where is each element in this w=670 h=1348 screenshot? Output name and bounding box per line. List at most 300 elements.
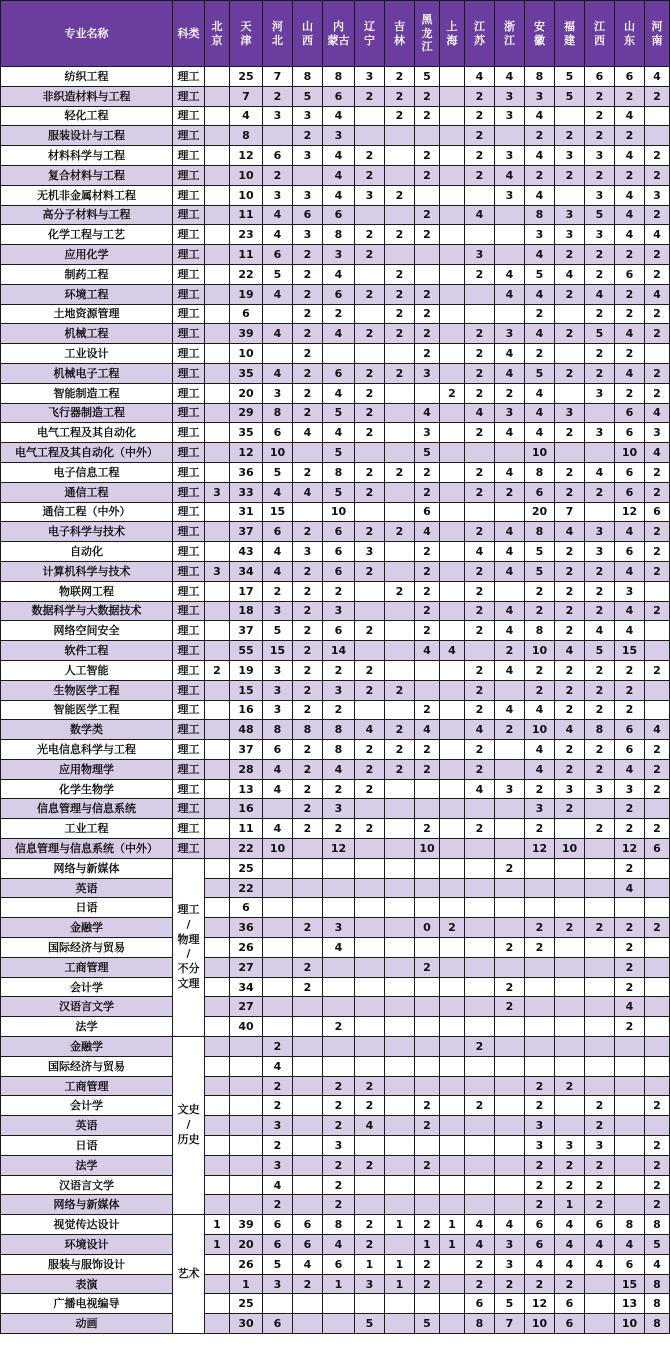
quota-cell: 2	[355, 462, 385, 482]
quota-cell: 4	[323, 264, 355, 284]
quota-cell: 2	[465, 165, 495, 185]
quota-cell	[465, 443, 495, 463]
quota-cell	[525, 878, 555, 898]
quota-cell: 2	[555, 462, 585, 482]
quota-cell: 10	[323, 502, 355, 522]
quota-cell: 2	[355, 482, 385, 502]
quota-cell: 25	[230, 67, 263, 87]
quota-cell	[415, 977, 440, 997]
quota-cell: 2	[525, 1096, 555, 1116]
table-row	[1, 641, 670, 661]
category-cell: 理工	[173, 542, 205, 562]
quota-cell: 2	[555, 621, 585, 641]
quota-cell	[415, 1037, 440, 1057]
quota-cell	[585, 403, 615, 423]
quota-cell	[645, 878, 670, 898]
quota-cell: 4	[495, 462, 525, 482]
quota-cell: 4	[615, 878, 645, 898]
table-row	[1, 1215, 670, 1235]
quota-cell: 4	[495, 363, 525, 383]
quota-cell	[205, 740, 230, 760]
quota-cell: 6	[263, 522, 293, 542]
quota-cell	[440, 839, 465, 859]
quota-cell	[385, 878, 415, 898]
quota-cell: 2	[355, 225, 385, 245]
quota-cell: 2	[355, 660, 385, 680]
table-row	[1, 977, 670, 997]
quota-cell	[205, 423, 230, 443]
quota-cell: 27	[230, 957, 263, 977]
quota-cell	[385, 502, 415, 522]
quota-cell	[323, 1037, 355, 1057]
quota-cell	[465, 938, 495, 958]
category-cell: 理工	[173, 225, 205, 245]
quota-cell: 43	[230, 542, 263, 562]
quota-cell	[495, 581, 525, 601]
quota-cell	[495, 680, 525, 700]
quota-cell: 2	[585, 819, 615, 839]
table-row	[1, 1096, 670, 1116]
major-name-cell: 电气工程及其自动化（中外）	[1, 443, 173, 463]
quota-cell: 10	[525, 1314, 555, 1334]
quota-cell: 2	[585, 126, 615, 146]
quota-cell	[323, 997, 355, 1017]
quota-cell: 48	[230, 720, 263, 740]
major-name-cell: 视觉传达设计	[1, 1215, 173, 1235]
quota-cell	[415, 1195, 440, 1215]
quota-cell: 2	[355, 1215, 385, 1235]
quota-cell	[205, 324, 230, 344]
quota-cell: 6	[615, 542, 645, 562]
quota-cell: 2	[645, 601, 670, 621]
quota-cell: 2	[555, 245, 585, 265]
quota-cell	[355, 898, 385, 918]
quota-cell: 2	[293, 977, 323, 997]
quota-cell	[465, 918, 495, 938]
header-province: 山 西	[293, 1, 323, 67]
category-cell: 理工	[173, 165, 205, 185]
quota-cell: 20	[230, 383, 263, 403]
quota-cell	[415, 660, 440, 680]
quota-cell: 2	[385, 581, 415, 601]
quota-cell: 7	[263, 67, 293, 87]
quota-cell: 8	[645, 1314, 670, 1334]
quota-cell: 12	[230, 146, 263, 166]
table-row	[1, 740, 670, 760]
quota-cell: 4	[465, 1215, 495, 1235]
quota-cell	[465, 1017, 495, 1037]
quota-cell: 8	[323, 225, 355, 245]
quota-cell	[415, 680, 440, 700]
major-name-cell: 数学类	[1, 720, 173, 740]
quota-cell: 2	[440, 918, 465, 938]
quota-cell	[205, 819, 230, 839]
quota-cell: 2	[525, 601, 555, 621]
quota-cell: 2	[293, 324, 323, 344]
quota-cell: 2	[585, 1155, 615, 1175]
quota-cell: 10	[230, 165, 263, 185]
quota-cell	[293, 1294, 323, 1314]
quota-cell: 2	[385, 264, 415, 284]
quota-cell: 4	[495, 542, 525, 562]
table-row	[1, 225, 670, 245]
quota-cell: 2	[525, 1155, 555, 1175]
quota-cell	[263, 957, 293, 977]
quota-cell: 2	[615, 304, 645, 324]
quota-cell: 2	[525, 344, 555, 364]
quota-cell: 2	[323, 1017, 355, 1037]
quota-cell: 2	[293, 462, 323, 482]
quota-cell	[585, 502, 615, 522]
quota-cell: 6	[645, 502, 670, 522]
quota-cell: 13	[615, 1294, 645, 1314]
quota-cell	[555, 1017, 585, 1037]
quota-cell	[440, 581, 465, 601]
quota-cell: 3	[585, 1136, 615, 1156]
table-row	[1, 344, 670, 364]
quota-cell	[205, 1155, 230, 1175]
quota-cell	[555, 1116, 585, 1136]
quota-cell: 2	[263, 581, 293, 601]
quota-cell: 10	[615, 443, 645, 463]
quota-cell	[205, 502, 230, 522]
quota-cell	[555, 1056, 585, 1076]
quota-cell: 1	[323, 1274, 355, 1294]
quota-cell: 8	[230, 126, 263, 146]
quota-cell: 8	[323, 720, 355, 740]
quota-cell: 4	[263, 819, 293, 839]
quota-cell: 10	[615, 1314, 645, 1334]
quota-cell: 4	[465, 542, 495, 562]
quota-cell: 2	[585, 165, 615, 185]
quota-cell: 2	[263, 1037, 293, 1057]
quota-cell	[385, 839, 415, 859]
quota-cell	[645, 680, 670, 700]
quota-cell: 2	[385, 324, 415, 344]
quota-cell: 2	[355, 146, 385, 166]
quota-cell: 2	[355, 403, 385, 423]
quota-cell	[323, 957, 355, 977]
quota-cell: 2	[525, 304, 555, 324]
quota-cell: 1	[385, 1254, 415, 1274]
quota-cell: 2	[323, 1116, 355, 1136]
quota-cell	[415, 878, 440, 898]
quota-cell	[323, 898, 355, 918]
quota-cell: 2	[555, 740, 585, 760]
quota-cell	[615, 898, 645, 918]
quota-cell	[355, 581, 385, 601]
quota-cell	[465, 977, 495, 997]
quota-cell: 37	[230, 740, 263, 760]
category-cell: 理工	[173, 502, 205, 522]
major-name-cell: 法学	[1, 1017, 173, 1037]
quota-cell	[205, 363, 230, 383]
table-row	[1, 839, 670, 859]
quota-cell: 2	[585, 680, 615, 700]
quota-cell	[205, 126, 230, 146]
quota-cell	[645, 126, 670, 146]
quota-cell	[205, 839, 230, 859]
quota-cell: 34	[230, 561, 263, 581]
quota-cell: 4	[323, 146, 355, 166]
quota-cell	[263, 878, 293, 898]
quota-cell: 3	[585, 146, 615, 166]
quota-cell: 2	[585, 344, 615, 364]
quota-cell: 2	[323, 1175, 355, 1195]
quota-cell	[293, 1195, 323, 1215]
major-name-cell: 工业设计	[1, 344, 173, 364]
quota-cell: 4	[645, 720, 670, 740]
quota-cell: 4	[645, 443, 670, 463]
quota-cell: 2	[415, 542, 440, 562]
quota-cell: 3	[263, 383, 293, 403]
quota-cell: 6	[323, 363, 355, 383]
quota-cell: 4	[585, 1235, 615, 1255]
quota-cell	[615, 1136, 645, 1156]
table-row	[1, 443, 670, 463]
quota-cell: 3	[355, 1274, 385, 1294]
quota-cell: 2	[355, 621, 385, 641]
quota-cell	[585, 1037, 615, 1057]
table-row	[1, 1274, 670, 1294]
quota-cell	[440, 1056, 465, 1076]
quota-cell: 2	[465, 324, 495, 344]
quota-cell	[205, 225, 230, 245]
quota-cell	[440, 740, 465, 760]
quota-cell: 4	[465, 403, 495, 423]
major-name-cell: 电子科学与技术	[1, 522, 173, 542]
quota-cell	[385, 779, 415, 799]
category-cell: 理工	[173, 561, 205, 581]
quota-cell: 5	[323, 403, 355, 423]
quota-cell: 1	[385, 1215, 415, 1235]
quota-cell: 4	[263, 561, 293, 581]
quota-cell	[555, 383, 585, 403]
quota-cell: 4	[585, 462, 615, 482]
quota-cell	[205, 1136, 230, 1156]
quota-cell	[415, 1076, 440, 1096]
table-row	[1, 799, 670, 819]
quota-cell: 2	[615, 819, 645, 839]
quota-cell	[205, 205, 230, 225]
quota-cell: 4	[495, 344, 525, 364]
table-row	[1, 522, 670, 542]
table-row	[1, 403, 670, 423]
quota-cell: 1	[205, 1215, 230, 1235]
quota-cell: 4	[415, 720, 440, 740]
quota-cell: 2	[585, 759, 615, 779]
quota-cell	[440, 403, 465, 423]
quota-cell: 4	[645, 403, 670, 423]
quota-cell	[205, 542, 230, 562]
quota-cell	[615, 1195, 645, 1215]
quota-cell: 12	[525, 839, 555, 859]
quota-cell: 4	[323, 185, 355, 205]
quota-cell: 2	[385, 680, 415, 700]
quota-cell: 2	[355, 759, 385, 779]
quota-cell: 2	[555, 423, 585, 443]
table-row	[1, 1195, 670, 1215]
quota-cell: 3	[555, 146, 585, 166]
quota-cell: 4	[495, 67, 525, 87]
table-row	[1, 1175, 670, 1195]
table-row	[1, 819, 670, 839]
major-name-cell: 生物医学工程	[1, 680, 173, 700]
quota-cell: 6	[323, 561, 355, 581]
quota-cell	[645, 1116, 670, 1136]
quota-cell	[495, 799, 525, 819]
quota-cell	[415, 264, 440, 284]
quota-cell: 8	[645, 1294, 670, 1314]
quota-cell: 6	[615, 482, 645, 502]
quota-cell	[440, 858, 465, 878]
quota-cell	[440, 1116, 465, 1136]
quota-cell	[385, 1076, 415, 1096]
quota-cell: 3	[293, 185, 323, 205]
quota-cell: 2	[415, 324, 440, 344]
category-cell: 理工	[173, 403, 205, 423]
quota-cell: 3	[263, 680, 293, 700]
quota-cell: 4	[615, 225, 645, 245]
header-province: 福 建	[555, 1, 585, 67]
quota-cell	[585, 858, 615, 878]
quota-cell: 2	[645, 482, 670, 502]
quota-cell: 4	[525, 1254, 555, 1274]
quota-cell: 1	[205, 1235, 230, 1255]
quota-cell	[525, 1056, 555, 1076]
quota-cell	[585, 1294, 615, 1314]
category-cell: 理工	[173, 680, 205, 700]
quota-cell	[465, 839, 495, 859]
quota-cell: 5	[645, 1235, 670, 1255]
quota-cell: 3	[323, 1136, 355, 1156]
quota-cell: 3	[495, 185, 525, 205]
major-name-cell: 自动化	[1, 542, 173, 562]
quota-cell: 2	[465, 363, 495, 383]
quota-cell	[415, 1056, 440, 1076]
quota-cell	[440, 720, 465, 740]
quota-cell: 4	[615, 324, 645, 344]
quota-cell: 2	[645, 1096, 670, 1116]
major-name-cell: 国际经济与贸易	[1, 938, 173, 958]
quota-cell	[293, 1037, 323, 1057]
quota-cell: 3	[525, 1136, 555, 1156]
quota-cell: 2	[585, 1096, 615, 1116]
quota-cell: 4	[615, 106, 645, 126]
quota-cell: 3	[495, 779, 525, 799]
quota-cell: 17	[230, 581, 263, 601]
quota-cell: 2	[525, 1274, 555, 1294]
quota-cell: 2	[263, 86, 293, 106]
quota-cell: 2	[355, 779, 385, 799]
category-group-cell: 艺术	[173, 1215, 205, 1334]
quota-cell	[440, 304, 465, 324]
quota-cell	[355, 997, 385, 1017]
quota-cell	[323, 858, 355, 878]
quota-cell	[385, 344, 415, 364]
quota-cell: 2	[465, 1254, 495, 1274]
quota-cell: 3	[525, 799, 555, 819]
quota-cell	[645, 858, 670, 878]
quota-cell: 36	[230, 462, 263, 482]
quota-cell	[293, 443, 323, 463]
quota-cell	[585, 1017, 615, 1037]
major-name-cell: 非织造材料与工程	[1, 86, 173, 106]
quota-cell: 4	[323, 106, 355, 126]
major-name-cell: 光电信息科学与工程	[1, 740, 173, 760]
quota-cell: 7	[555, 502, 585, 522]
quota-cell: 2	[555, 482, 585, 502]
quota-cell: 3	[293, 542, 323, 562]
quota-cell: 3	[495, 1235, 525, 1255]
quota-cell: 6	[555, 1294, 585, 1314]
quota-cell	[465, 1195, 495, 1215]
quota-cell: 2	[415, 1155, 440, 1175]
category-cell: 理工	[173, 86, 205, 106]
quota-cell: 3	[585, 423, 615, 443]
quota-cell	[440, 225, 465, 245]
major-name-cell: 计算机科学与技术	[1, 561, 173, 581]
major-name-cell: 通信工程（中外）	[1, 502, 173, 522]
quota-cell	[355, 106, 385, 126]
category-cell: 理工	[173, 740, 205, 760]
quota-cell: 37	[230, 522, 263, 542]
table-row	[1, 1076, 670, 1096]
quota-cell: 2	[585, 601, 615, 621]
quota-cell: 4	[525, 146, 555, 166]
quota-cell: 2	[355, 245, 385, 265]
quota-cell: 2	[495, 482, 525, 502]
quota-cell	[585, 1314, 615, 1334]
quota-cell: 2	[615, 383, 645, 403]
quota-cell: 2	[585, 304, 615, 324]
quota-cell: 4	[465, 67, 495, 87]
major-name-cell: 智能制造工程	[1, 383, 173, 403]
quota-cell: 2	[355, 740, 385, 760]
quota-cell	[440, 245, 465, 265]
quota-cell: 8	[263, 720, 293, 740]
quota-cell	[645, 957, 670, 977]
quota-cell: 12	[525, 1294, 555, 1314]
quota-cell: 2	[323, 1076, 355, 1096]
quota-cell: 2	[525, 680, 555, 700]
quota-cell: 4	[263, 542, 293, 562]
quota-cell	[263, 858, 293, 878]
category-cell: 理工	[173, 185, 205, 205]
quota-cell: 2	[555, 542, 585, 562]
table-row	[1, 185, 670, 205]
quota-cell: 4	[495, 601, 525, 621]
quota-cell	[385, 858, 415, 878]
quota-cell	[293, 1056, 323, 1076]
quota-cell: 18	[230, 601, 263, 621]
quota-cell: 2	[645, 561, 670, 581]
quota-cell: 3	[263, 1274, 293, 1294]
quota-cell: 14	[323, 641, 355, 661]
quota-cell	[615, 1056, 645, 1076]
quota-cell: 6	[615, 67, 645, 87]
header-province: 内 蒙古	[323, 1, 355, 67]
major-name-cell: 网络与新媒体	[1, 858, 173, 878]
quota-cell	[465, 1136, 495, 1156]
quota-cell	[385, 1314, 415, 1334]
quota-cell	[440, 205, 465, 225]
quota-cell	[440, 67, 465, 87]
quota-cell: 2	[385, 304, 415, 324]
quota-cell	[440, 1175, 465, 1195]
quota-cell: 6	[263, 740, 293, 760]
table-row	[1, 1017, 670, 1037]
